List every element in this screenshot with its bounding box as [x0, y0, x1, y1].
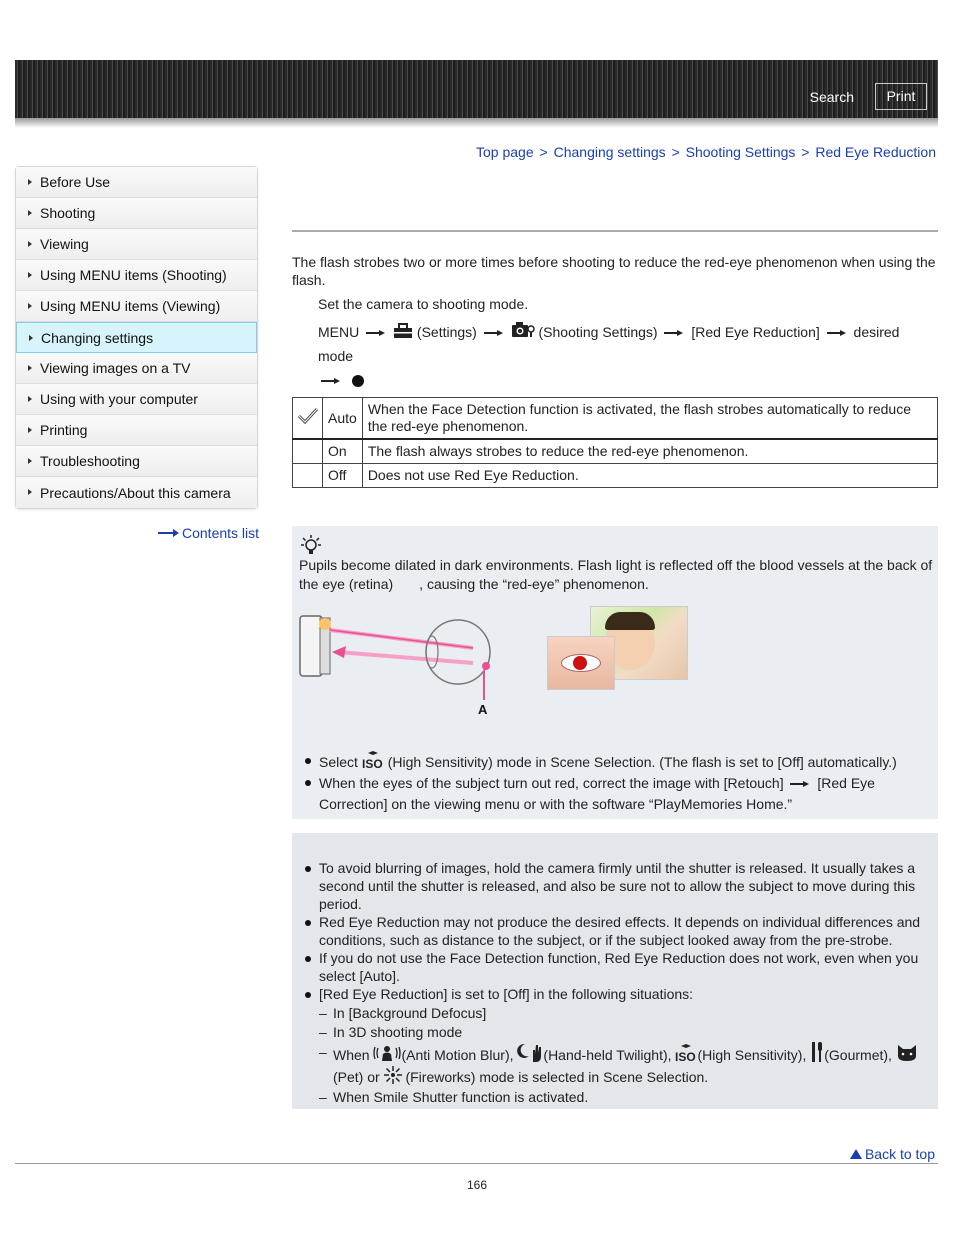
- pet-icon: [896, 1044, 918, 1062]
- caret-right-icon: [28, 427, 32, 433]
- breadcrumb-changing-settings[interactable]: Changing settings: [553, 144, 666, 160]
- breadcrumb-sep: >: [801, 144, 810, 160]
- sidebar-item-label: Using MENU items (Viewing): [40, 298, 221, 314]
- hint-bullet-1-text: Select: [319, 754, 358, 770]
- center-button-icon: [352, 375, 364, 387]
- modes-table: [292, 397, 938, 488]
- settings-label: (Settings): [416, 324, 477, 340]
- sidebar-item-label: Printing: [40, 422, 88, 438]
- camera-settings-icon: [511, 321, 535, 339]
- sub-list-item: [319, 1042, 929, 1088]
- list-item: If you do not use the Face Detection function, Red Eye Reduction does not work, even when you select [Auto].: [299, 949, 929, 985]
- breadcrumb-sep: >: [671, 144, 680, 160]
- sidebar-item-printing[interactable]: [16, 415, 257, 446]
- sub-list-item: – In [Background Defocus]: [319, 1004, 929, 1023]
- default-check-cell: [293, 398, 323, 440]
- caret-right-icon: [28, 458, 32, 464]
- sidebar-item-menu-shooting[interactable]: [16, 260, 257, 291]
- sidebar-item-label: Viewing: [40, 236, 89, 252]
- hint-bullet-1-text-2: (High Sensitivity) mode in Scene Selection. (The flash is set to [Off] automatically.): [387, 754, 897, 770]
- hint-text: [299, 556, 935, 594]
- red-eye-diagram: [298, 608, 508, 716]
- caret-right-icon: [28, 365, 32, 371]
- sidebar-item-label: Shooting: [40, 205, 96, 221]
- sub-3-gourmet: (Gourmet),: [824, 1047, 892, 1063]
- list-item: [299, 985, 929, 1107]
- notes-box: [292, 833, 938, 1109]
- contents-list-link[interactable]: [158, 525, 259, 541]
- sidebar-item-label: Using with your computer: [40, 391, 198, 407]
- gourmet-icon: [810, 1042, 824, 1062]
- sidebar-item-label: Before Use: [40, 174, 111, 190]
- sub-3-hs: (High Sensitivity),: [697, 1047, 807, 1063]
- sidebar-item-label: Changing settings: [41, 329, 154, 346]
- sidebar-item-changing-settings[interactable]: [16, 322, 257, 353]
- arrow-right-icon: [484, 328, 504, 338]
- table-row: [293, 464, 938, 488]
- sub-list-item: – In 3D shooting mode: [319, 1023, 929, 1042]
- anti-motion-blur-icon: [373, 1044, 401, 1062]
- breadcrumb-top-page[interactable]: Top page: [476, 144, 534, 160]
- menu-label: MENU: [318, 324, 360, 340]
- caret-right-icon: [28, 396, 32, 402]
- header-bar: [15, 60, 938, 128]
- sub-list-item: – When Smile Shutter function is activated.: [319, 1088, 929, 1107]
- hint-box: [292, 526, 938, 819]
- search-link[interactable]: Search: [809, 89, 854, 105]
- footer-divider: [15, 1163, 938, 1164]
- back-to-top-label: Back to top: [864, 1146, 935, 1162]
- sidebar-item-troubleshooting[interactable]: [16, 446, 257, 477]
- contents-list-label: Contents list: [182, 525, 260, 541]
- arrow-right-icon: [158, 530, 180, 536]
- arrow-right-icon: [827, 328, 847, 338]
- sidebar-item-computer[interactable]: [16, 384, 257, 415]
- back-to-top-link[interactable]: [850, 1146, 935, 1162]
- empty-cell: [293, 464, 323, 488]
- caret-right-icon: [28, 241, 32, 247]
- sidebar-item-viewing-on-tv[interactable]: [16, 353, 257, 384]
- sub-3-when: When: [333, 1047, 370, 1063]
- sub-3-fireworks: (Fireworks) mode is selected in Scene Selection.: [405, 1069, 709, 1085]
- sidebar-item-before-use[interactable]: [16, 167, 257, 198]
- table-row: [293, 398, 938, 440]
- sidebar-item-label: Using MENU items (Shooting): [40, 267, 227, 283]
- sidebar-nav: [15, 166, 258, 509]
- list-item: To avoid blurring of images, hold the camera firmly until the shutter is released. It usually takes a second until the shutter is released, and also be sure not to allow the subject to move during this period.: [299, 859, 929, 913]
- mode-description: Does not use Red Eye Reduction.: [362, 464, 937, 488]
- mode-name: On: [323, 439, 363, 464]
- breadcrumb-sep: >: [539, 144, 548, 160]
- list-item: [299, 751, 935, 773]
- caret-right-icon: [28, 179, 32, 185]
- svg-text:ISO: ISO: [361, 757, 383, 769]
- desired-mode-label: desired mode: [318, 324, 900, 364]
- hand-held-twilight-icon: [517, 1042, 543, 1062]
- caret-right-icon: [28, 489, 32, 495]
- sidebar-item-shooting[interactable]: [16, 198, 257, 229]
- hint-text-part-1: Pupils become dilated in dark environments. Flash light is reflected off the blood vessels at the back of the eye (retina): [299, 557, 933, 592]
- sub-3-pet: (Pet) or: [333, 1069, 380, 1085]
- sidebar-item-label: Precautions/About this camera: [40, 484, 231, 501]
- breadcrumb: [476, 144, 936, 160]
- step-2-text: [318, 320, 938, 392]
- intro-text: The flash strobes two or more times before shooting to reduce the red-eye phenomenon when using the flash.: [292, 254, 936, 288]
- mode-description: The flash always strobes to reduce the red-eye phenomenon.: [362, 439, 937, 464]
- notes-list: [299, 859, 929, 1107]
- mode-name: Auto: [323, 398, 363, 440]
- svg-text:ISO: ISO: [675, 1050, 697, 1062]
- step-1-text: Set the camera to shooting mode.: [318, 296, 529, 312]
- list-item: [299, 773, 935, 815]
- table-row: [293, 439, 938, 464]
- breadcrumb-red-eye-reduction[interactable]: Red Eye Reduction: [815, 144, 936, 160]
- hint-bullet-2-text: When the eyes of the subject turn out red, correct the image with [Retouch]: [319, 775, 784, 791]
- list-item: Red Eye Reduction may not produce the desired effects. It depends on individual differences and conditions, such as distance to the subject, or if the subject looked away from the pre-strobe.: [299, 913, 929, 949]
- red-eye-photo: [547, 606, 689, 690]
- red-eye-item-label: [Red Eye Reduction]: [691, 324, 820, 340]
- checkmark-icon: [296, 406, 320, 426]
- sub-list: [319, 1004, 929, 1107]
- page-number: 166: [466, 1178, 488, 1192]
- mode-description: When the Face Detection function is activated, the flash strobes automatically to reduce the red-eye phenomenon.: [362, 398, 937, 440]
- caret-right-icon: [29, 335, 33, 341]
- sub-3-hht: (Hand-held Twilight),: [543, 1047, 672, 1063]
- high-sensitivity-iso-icon: [362, 751, 384, 769]
- note-4-text: [Red Eye Reduction] is set to [Off] in the following situations:: [319, 986, 694, 1002]
- high-sensitivity-iso-icon: [675, 1044, 697, 1062]
- title-divider: [292, 230, 938, 232]
- breadcrumb-shooting-settings[interactable]: Shooting Settings: [685, 144, 796, 160]
- arrow-right-icon: [664, 328, 684, 338]
- hint-bullet-2-text-2: [Red Eye Correction] on the viewing menu or with the software “PlayMemories Home.”: [319, 775, 875, 812]
- hint-text-part-2: , causing the “red-eye” phenomenon.: [419, 576, 649, 592]
- sub-3-amb: (Anti Motion Blur),: [401, 1047, 514, 1063]
- hint-list: [299, 751, 935, 815]
- print-button[interactable]: Print: [875, 83, 927, 110]
- sidebar-item-menu-viewing[interactable]: [16, 291, 257, 322]
- empty-cell: [293, 439, 323, 464]
- sidebar-item-label: Troubleshooting: [40, 453, 140, 469]
- mode-name: Off: [323, 464, 363, 488]
- arrow-right-icon: [321, 376, 341, 386]
- arrow-right-icon: [366, 328, 386, 338]
- shooting-settings-label: (Shooting Settings): [538, 324, 658, 340]
- arrow-right-icon: [790, 779, 810, 789]
- sidebar-item-precautions[interactable]: [16, 477, 257, 508]
- sidebar-item-label: Viewing images on a TV: [40, 360, 191, 376]
- arrow-up-icon: [850, 1149, 862, 1159]
- sidebar-item-viewing[interactable]: [16, 229, 257, 260]
- diagram-label-a: A: [478, 702, 488, 716]
- caret-right-icon: [28, 272, 32, 278]
- toolbox-settings-icon: [393, 323, 413, 339]
- lightbulb-icon: [301, 534, 321, 556]
- caret-right-icon: [28, 303, 32, 309]
- caret-right-icon: [28, 210, 32, 216]
- fireworks-icon: [384, 1066, 402, 1084]
